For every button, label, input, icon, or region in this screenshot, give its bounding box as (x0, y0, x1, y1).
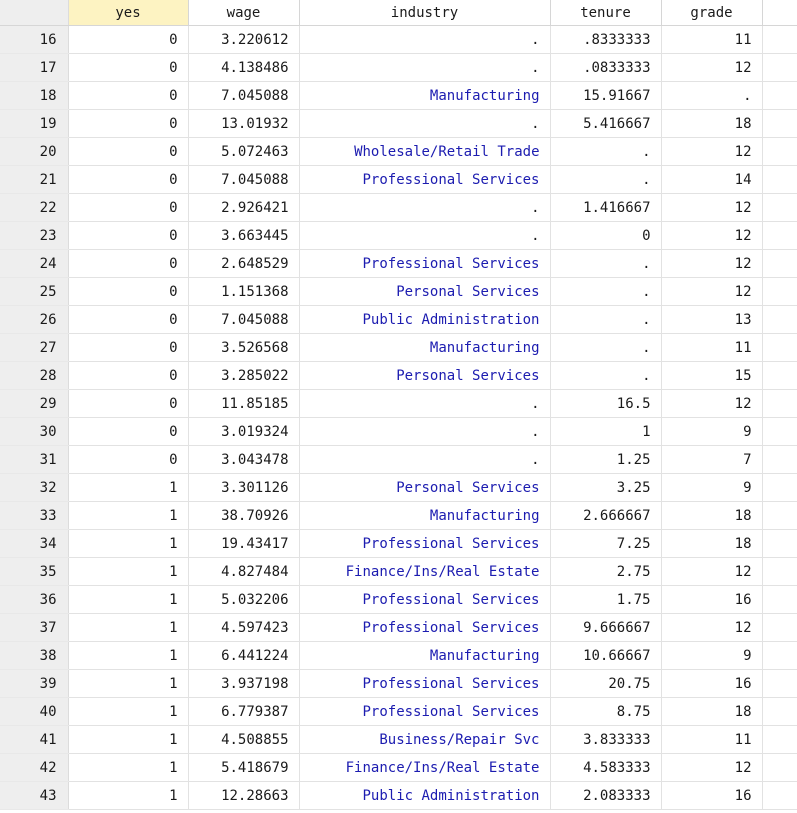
cell-yes[interactable]: 0 (68, 26, 188, 54)
empty-cell (762, 390, 797, 418)
cell-tenure[interactable]: 8.75 (550, 698, 661, 726)
empty-cell (762, 726, 797, 754)
cell-yes[interactable]: 1 (68, 530, 188, 558)
empty-header-area (762, 0, 797, 26)
empty-cell (762, 222, 797, 250)
table-row (0, 82, 797, 110)
row-number[interactable]: 17 (0, 54, 68, 82)
cell-tenure[interactable]: . (550, 250, 661, 278)
cell-tenure[interactable]: 1 (550, 418, 661, 446)
cell-grade[interactable]: 9 (661, 474, 762, 502)
empty-cell (762, 586, 797, 614)
cell-industry[interactable]: Manufacturing (299, 334, 550, 362)
cell-industry[interactable]: Business/Repair Svc (299, 726, 550, 754)
table-row (0, 726, 797, 754)
cell-tenure[interactable]: 16.5 (550, 390, 661, 418)
table-row (0, 502, 797, 530)
cell-tenure[interactable]: 1.416667 (550, 194, 661, 222)
cell-wage[interactable]: 2.648529 (188, 250, 299, 278)
cell-tenure[interactable]: 9.666667 (550, 614, 661, 642)
cell-grade[interactable]: 18 (661, 698, 762, 726)
cell-yes[interactable]: 1 (68, 698, 188, 726)
row-number[interactable]: 32 (0, 474, 68, 502)
cell-grade[interactable]: 9 (661, 418, 762, 446)
table-row (0, 614, 797, 642)
cell-industry[interactable]: Personal Services (299, 474, 550, 502)
empty-cell (762, 614, 797, 642)
empty-cell (762, 54, 797, 82)
row-number[interactable]: 16 (0, 26, 68, 54)
empty-cell (762, 278, 797, 306)
cell-grade[interactable]: . (661, 82, 762, 110)
cell-yes[interactable]: 0 (68, 306, 188, 334)
row-number[interactable]: 35 (0, 558, 68, 586)
cell-grade[interactable]: 16 (661, 782, 762, 810)
cell-tenure[interactable]: .0833333 (550, 54, 661, 82)
cell-yes[interactable]: 1 (68, 614, 188, 642)
empty-cell (762, 166, 797, 194)
empty-cell (762, 754, 797, 782)
cell-grade[interactable]: 13 (661, 306, 762, 334)
row-number[interactable]: 36 (0, 586, 68, 614)
cell-industry[interactable]: . (299, 26, 550, 54)
table-row (0, 138, 797, 166)
cell-yes[interactable]: 0 (68, 334, 188, 362)
cell-wage[interactable]: 38.70926 (188, 502, 299, 530)
empty-cell (762, 194, 797, 222)
cell-yes[interactable]: 0 (68, 194, 188, 222)
cell-grade[interactable]: 11 (661, 726, 762, 754)
cell-tenure[interactable]: .8333333 (550, 26, 661, 54)
empty-cell (762, 670, 797, 698)
cell-yes[interactable]: 0 (68, 362, 188, 390)
cell-wage[interactable]: 3.285022 (188, 362, 299, 390)
cell-yes[interactable]: 1 (68, 474, 188, 502)
cell-yes[interactable]: 1 (68, 502, 188, 530)
cell-grade[interactable]: 18 (661, 502, 762, 530)
cell-yes[interactable]: 1 (68, 726, 188, 754)
table-row (0, 670, 797, 698)
cell-grade[interactable]: 9 (661, 642, 762, 670)
table-row (0, 306, 797, 334)
table-row (0, 194, 797, 222)
cell-yes[interactable]: 0 (68, 138, 188, 166)
empty-cell (762, 698, 797, 726)
cell-grade[interactable]: 18 (661, 530, 762, 558)
cell-industry[interactable]: Personal Services (299, 278, 550, 306)
cell-tenure[interactable]: 3.833333 (550, 726, 661, 754)
empty-cell (762, 558, 797, 586)
cell-industry[interactable]: Professional Services (299, 698, 550, 726)
table-row (0, 418, 797, 446)
column-header-wage[interactable]: wage (188, 0, 299, 26)
cell-tenure[interactable]: . (550, 334, 661, 362)
row-number[interactable]: 43 (0, 782, 68, 810)
column-header-industry[interactable]: industry (299, 0, 550, 26)
cell-yes[interactable]: 0 (68, 390, 188, 418)
empty-cell (762, 110, 797, 138)
row-number[interactable]: 22 (0, 194, 68, 222)
cell-industry[interactable]: Personal Services (299, 362, 550, 390)
cell-tenure[interactable]: 2.083333 (550, 782, 661, 810)
cell-industry[interactable]: Public Administration (299, 306, 550, 334)
cell-tenure[interactable]: . (550, 306, 661, 334)
cell-yes[interactable]: 0 (68, 166, 188, 194)
row-number[interactable]: 41 (0, 726, 68, 754)
cell-wage[interactable]: 3.019324 (188, 418, 299, 446)
cell-industry[interactable]: Professional Services (299, 614, 550, 642)
empty-cell (762, 138, 797, 166)
cell-wage[interactable]: 3.937198 (188, 670, 299, 698)
cell-industry[interactable]: . (299, 54, 550, 82)
cell-industry[interactable]: Professional Services (299, 530, 550, 558)
row-number[interactable]: 29 (0, 390, 68, 418)
row-number[interactable]: 26 (0, 306, 68, 334)
cell-grade[interactable]: 11 (661, 334, 762, 362)
cell-tenure[interactable]: 20.75 (550, 670, 661, 698)
cell-industry[interactable]: Wholesale/Retail Trade (299, 138, 550, 166)
cell-tenure[interactable]: 1.75 (550, 586, 661, 614)
cell-grade[interactable]: 12 (661, 390, 762, 418)
table-row (0, 642, 797, 670)
cell-grade[interactable]: 12 (661, 558, 762, 586)
cell-wage[interactable]: 3.220612 (188, 26, 299, 54)
cell-tenure[interactable]: 5.416667 (550, 110, 661, 138)
table-row (0, 250, 797, 278)
table-row (0, 754, 797, 782)
cell-wage[interactable]: 3.663445 (188, 222, 299, 250)
cell-industry[interactable]: Finance/Ins/Real Estate (299, 754, 550, 782)
row-number[interactable]: 19 (0, 110, 68, 138)
cell-grade[interactable]: 12 (661, 278, 762, 306)
empty-cell (762, 306, 797, 334)
empty-cell (762, 782, 797, 810)
cell-yes[interactable]: 1 (68, 586, 188, 614)
table-row (0, 390, 797, 418)
cell-grade[interactable]: 16 (661, 670, 762, 698)
row-number[interactable]: 42 (0, 754, 68, 782)
cell-yes[interactable]: 0 (68, 250, 188, 278)
cell-tenure[interactable]: . (550, 166, 661, 194)
cell-tenure[interactable]: . (550, 138, 661, 166)
row-number[interactable]: 21 (0, 166, 68, 194)
cell-grade[interactable]: 12 (661, 614, 762, 642)
table-row (0, 166, 797, 194)
empty-cell (762, 418, 797, 446)
cell-yes[interactable]: 0 (68, 110, 188, 138)
row-number[interactable]: 40 (0, 698, 68, 726)
row-number[interactable]: 18 (0, 82, 68, 110)
cell-industry[interactable]: . (299, 222, 550, 250)
cell-wage[interactable]: 19.43417 (188, 530, 299, 558)
cell-industry[interactable]: . (299, 390, 550, 418)
empty-cell (762, 26, 797, 54)
row-number[interactable]: 39 (0, 670, 68, 698)
cell-grade[interactable]: 15 (661, 362, 762, 390)
cell-wage[interactable]: 7.045088 (188, 82, 299, 110)
cell-wage[interactable]: 7.045088 (188, 306, 299, 334)
cell-wage[interactable]: 3.526568 (188, 334, 299, 362)
cell-tenure[interactable]: 7.25 (550, 530, 661, 558)
row-number[interactable]: 27 (0, 334, 68, 362)
cell-wage[interactable]: 11.85185 (188, 390, 299, 418)
cell-wage[interactable]: 5.418679 (188, 754, 299, 782)
cell-tenure[interactable]: 10.66667 (550, 642, 661, 670)
cell-tenure[interactable]: 2.75 (550, 558, 661, 586)
cell-wage[interactable]: 13.01932 (188, 110, 299, 138)
empty-cell (762, 474, 797, 502)
empty-cell (762, 362, 797, 390)
column-header-tenure[interactable]: tenure (550, 0, 661, 26)
cell-tenure[interactable]: 15.91667 (550, 82, 661, 110)
cell-wage[interactable]: 6.779387 (188, 698, 299, 726)
cell-wage[interactable]: 2.926421 (188, 194, 299, 222)
cell-industry[interactable]: Professional Services (299, 166, 550, 194)
cell-yes[interactable]: 1 (68, 782, 188, 810)
header-row (0, 0, 797, 26)
cell-grade[interactable]: 12 (661, 138, 762, 166)
cell-wage[interactable]: 4.827484 (188, 558, 299, 586)
cell-wage[interactable]: 1.151368 (188, 278, 299, 306)
row-number[interactable]: 33 (0, 502, 68, 530)
cell-wage[interactable]: 4.508855 (188, 726, 299, 754)
cell-industry[interactable]: Finance/Ins/Real Estate (299, 558, 550, 586)
empty-cell (762, 334, 797, 362)
cell-grade[interactable]: 11 (661, 26, 762, 54)
table-row (0, 446, 797, 474)
cell-tenure[interactable]: 1.25 (550, 446, 661, 474)
cell-industry[interactable]: Manufacturing (299, 502, 550, 530)
cell-industry[interactable]: Public Administration (299, 782, 550, 810)
cell-yes[interactable]: 0 (68, 446, 188, 474)
corner-cell[interactable] (0, 0, 68, 26)
row-number[interactable]: 28 (0, 362, 68, 390)
table-row (0, 530, 797, 558)
cell-wage[interactable]: 5.072463 (188, 138, 299, 166)
table-row (0, 110, 797, 138)
table-row (0, 698, 797, 726)
row-number[interactable]: 34 (0, 530, 68, 558)
table-row (0, 334, 797, 362)
table-row (0, 474, 797, 502)
cell-grade[interactable]: 12 (661, 54, 762, 82)
cell-grade[interactable]: 7 (661, 446, 762, 474)
table-row (0, 362, 797, 390)
cell-grade[interactable]: 14 (661, 166, 762, 194)
row-number[interactable]: 20 (0, 138, 68, 166)
empty-cell (762, 446, 797, 474)
cell-industry[interactable]: Professional Services (299, 250, 550, 278)
cell-industry[interactable]: . (299, 418, 550, 446)
row-number[interactable]: 25 (0, 278, 68, 306)
cell-industry[interactable]: . (299, 110, 550, 138)
cell-yes[interactable]: 1 (68, 558, 188, 586)
cell-wage[interactable]: 12.28663 (188, 782, 299, 810)
grid-header (0, 0, 797, 26)
row-number[interactable]: 37 (0, 614, 68, 642)
table-row (0, 558, 797, 586)
row-number[interactable]: 23 (0, 222, 68, 250)
table-row (0, 782, 797, 810)
row-number[interactable]: 24 (0, 250, 68, 278)
cell-grade[interactable]: 12 (661, 754, 762, 782)
cell-yes[interactable]: 1 (68, 670, 188, 698)
cell-industry[interactable]: Professional Services (299, 670, 550, 698)
cell-yes[interactable]: 0 (68, 82, 188, 110)
cell-grade[interactable]: 12 (661, 194, 762, 222)
grid-body (0, 26, 797, 810)
table-row (0, 222, 797, 250)
cell-wage[interactable]: 7.045088 (188, 166, 299, 194)
table-row (0, 586, 797, 614)
cell-wage[interactable]: 4.138486 (188, 54, 299, 82)
cell-wage[interactable]: 6.441224 (188, 642, 299, 670)
cell-industry[interactable]: Professional Services (299, 586, 550, 614)
cell-tenure[interactable]: 0 (550, 222, 661, 250)
cell-tenure[interactable]: 4.583333 (550, 754, 661, 782)
empty-cell (762, 530, 797, 558)
cell-grade[interactable]: 16 (661, 586, 762, 614)
cell-industry[interactable]: . (299, 194, 550, 222)
empty-cell (762, 250, 797, 278)
cell-grade[interactable]: 12 (661, 250, 762, 278)
cell-tenure[interactable]: 2.666667 (550, 502, 661, 530)
cell-grade[interactable]: 18 (661, 110, 762, 138)
empty-cell (762, 642, 797, 670)
cell-yes[interactable]: 1 (68, 642, 188, 670)
empty-cell (762, 82, 797, 110)
row-number[interactable]: 38 (0, 642, 68, 670)
column-header-yes[interactable]: yes (68, 0, 188, 26)
cell-grade[interactable]: 12 (661, 222, 762, 250)
cell-wage[interactable]: 3.043478 (188, 446, 299, 474)
cell-wage[interactable]: 4.597423 (188, 614, 299, 642)
row-number[interactable]: 30 (0, 418, 68, 446)
row-number[interactable]: 31 (0, 446, 68, 474)
table-row (0, 278, 797, 306)
column-header-grade[interactable]: grade (661, 0, 762, 26)
empty-cell (762, 502, 797, 530)
cell-yes[interactable]: 0 (68, 278, 188, 306)
cell-tenure[interactable]: 3.25 (550, 474, 661, 502)
cell-industry[interactable]: . (299, 446, 550, 474)
table-row (0, 54, 797, 82)
table-row (0, 26, 797, 54)
cell-wage[interactable]: 5.032206 (188, 586, 299, 614)
cell-wage[interactable]: 3.301126 (188, 474, 299, 502)
cell-industry[interactable]: Manufacturing (299, 642, 550, 670)
cell-yes[interactable]: 0 (68, 418, 188, 446)
cell-industry[interactable]: Manufacturing (299, 82, 550, 110)
cell-yes[interactable]: 0 (68, 222, 188, 250)
cell-yes[interactable]: 0 (68, 54, 188, 82)
cell-tenure[interactable]: . (550, 278, 661, 306)
cell-yes[interactable]: 1 (68, 754, 188, 782)
cell-tenure[interactable]: . (550, 362, 661, 390)
